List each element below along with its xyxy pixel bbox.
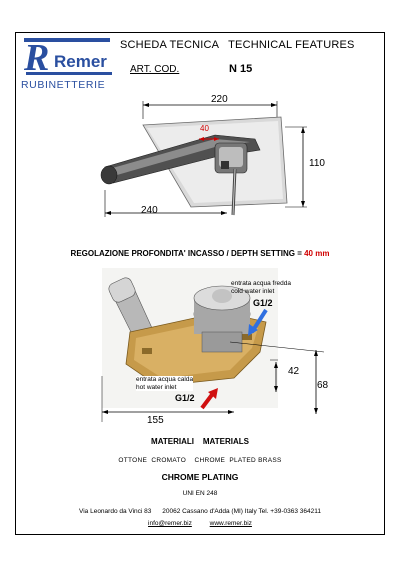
depth-setting-label: REGOLAZIONE PROFONDITA' INCASSO / DEPTH SETTING = (70, 249, 305, 258)
plating: CHROME PLATING (161, 472, 239, 482)
body-dimension-lines (100, 336, 340, 426)
article-code-label: ART. COD. (130, 64, 180, 75)
footer-contacts (0, 520, 400, 527)
hot-inlet-label-it: entrata acqua calda (136, 376, 194, 383)
mixer-drawing (95, 95, 335, 220)
cold-inlet-arrow (246, 308, 268, 338)
cold-inlet-label-en: cold water inlet (231, 287, 275, 295)
dim-height: 110 (309, 158, 325, 169)
cold-thread: G1/2 (253, 298, 273, 308)
cold-inlet-label-it: entrata acqua fredda (231, 280, 291, 287)
dim-body-depth: 42 (288, 366, 300, 377)
footer-website[interactable]: www.remer.biz (209, 520, 252, 527)
footer-email[interactable]: info@remer.biz (148, 520, 192, 527)
standard: UNI EN 248 (182, 490, 218, 497)
dim-width: 220 (211, 94, 228, 105)
depth-setting (0, 249, 400, 258)
article-code: N 15 (229, 63, 253, 75)
hot-thread: G1/2 (175, 393, 195, 403)
logo-brand-text: Remer (54, 52, 107, 71)
materials-title: MATERIALI MATERIALS (151, 437, 249, 446)
dim-body-height: 68 (317, 380, 329, 391)
depth-setting-value: 40 mm (304, 249, 330, 258)
footer-address: Via Leonardo da Vinci 83 20062 Cassano d'Adda (MI) Italy Tel. +39-0363 364211 (79, 508, 321, 515)
materials-desc: OTTONE CROMATO CHROME PLATED BRASS (118, 457, 282, 464)
dim-body-width: 155 (147, 415, 164, 426)
dim-spout: 240 (141, 205, 158, 216)
cold-inlet-label (231, 280, 291, 295)
brand-subtitle: RUBINETTERIE (21, 79, 106, 91)
sheet-title: SCHEDA TECNICA TECHNICAL FEATURES (120, 39, 355, 51)
remer-logo (24, 36, 116, 80)
logo-r: R (24, 37, 50, 79)
dim-depth-mark: 40 (200, 124, 209, 133)
hot-inlet-label-en: hot water inlet (136, 383, 177, 391)
